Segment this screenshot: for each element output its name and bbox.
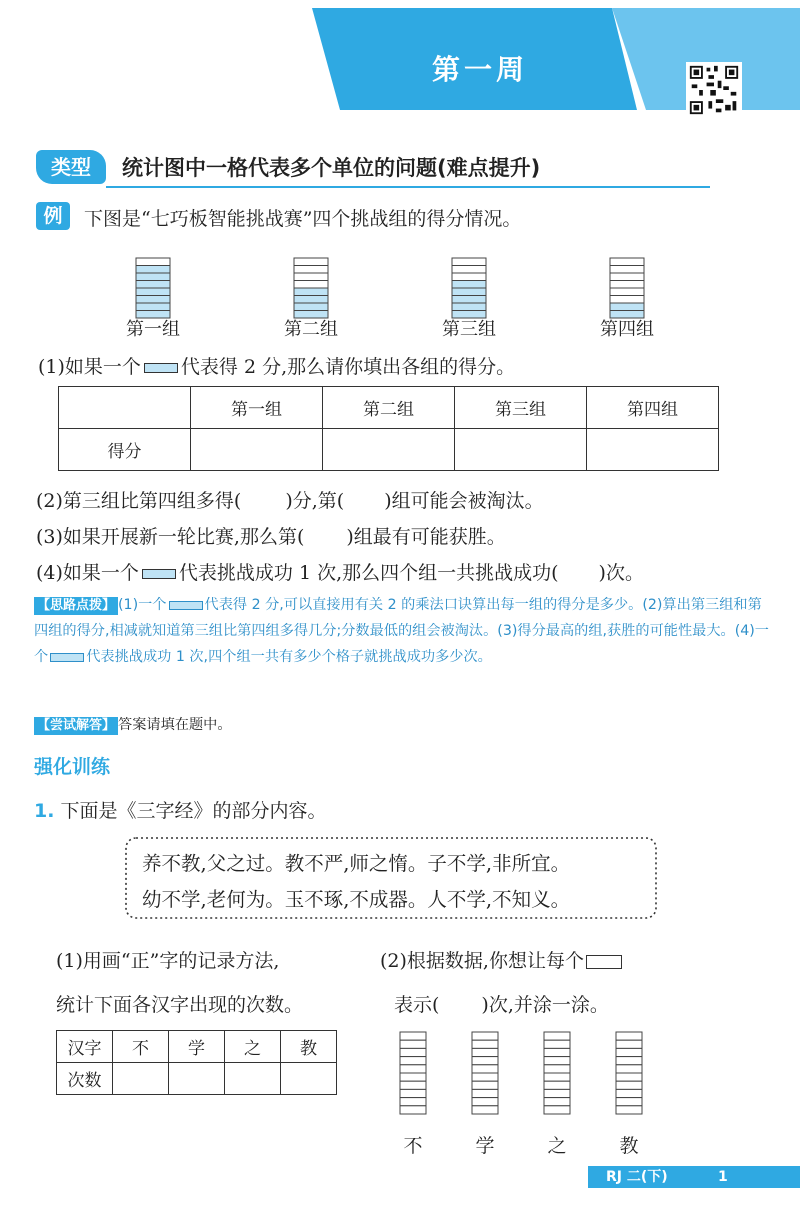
bar-cell-filled — [136, 266, 170, 274]
bar-category-label: 第三组 — [442, 319, 496, 340]
q2-text-c: )组可能会被淘汰。 — [384, 490, 544, 512]
table-header-cell — [59, 387, 191, 429]
sub-question-2-line-2 — [394, 990, 609, 1017]
bar-cell — [136, 258, 170, 266]
attempt-text: 答案请填在题中。 — [118, 717, 232, 733]
bar-category-label: 第四组 — [600, 319, 654, 340]
answer-cell[interactable] — [587, 429, 719, 471]
bar-cell-filled — [610, 311, 644, 319]
tally-table — [56, 1030, 337, 1095]
table-header-cell: 第三组 — [455, 387, 587, 429]
unit-cell-icon — [142, 569, 176, 579]
unit-cell-icon — [144, 363, 178, 373]
bar-cell — [610, 266, 644, 274]
table-header-cell: 不 — [113, 1031, 169, 1063]
practice-question-1 — [34, 796, 327, 823]
column-cell[interactable] — [472, 1098, 498, 1106]
bar-cell-filled — [452, 281, 486, 289]
bar-cell-filled — [610, 303, 644, 311]
bar-cell — [610, 273, 644, 281]
table-row — [59, 429, 719, 471]
bar-cell — [610, 258, 644, 266]
column-cell[interactable] — [472, 1048, 498, 1056]
bar-cell — [452, 273, 486, 281]
column-cell[interactable] — [616, 1098, 642, 1106]
sub-question-2-line-1 — [380, 946, 624, 973]
q1-prefix: (1)如果一个 — [38, 356, 141, 378]
answer-cell[interactable] — [455, 429, 587, 471]
hint-tag: 【思路点拨】 — [34, 597, 118, 615]
bar-cell-filled — [452, 296, 486, 304]
column-cell[interactable] — [544, 1106, 570, 1114]
column-cell[interactable] — [400, 1040, 426, 1048]
question-2 — [36, 486, 544, 513]
q2-text-b: )分,第( — [285, 490, 345, 512]
q4-text-c: )次。 — [598, 562, 644, 584]
bar-cell — [452, 266, 486, 274]
bar-column — [136, 258, 170, 318]
column-cell[interactable] — [472, 1032, 498, 1040]
question-number: 1. — [34, 800, 55, 822]
bar-category-label: 第一组 — [126, 319, 180, 340]
bar-cell-filled — [136, 303, 170, 311]
answer-cell[interactable] — [113, 1063, 169, 1095]
column-cell[interactable] — [616, 1040, 642, 1048]
table-row — [59, 387, 719, 429]
column-cell[interactable] — [544, 1081, 570, 1089]
practice-title: 强化训练 — [34, 756, 111, 778]
empty-column[interactable] — [616, 1032, 642, 1114]
unit-cell-icon — [50, 653, 84, 662]
answer-cell[interactable] — [323, 429, 455, 471]
sub2-text-2b: )次,并涂一涂。 — [481, 994, 609, 1016]
column-cell[interactable] — [544, 1073, 570, 1081]
sub2-text-1: (2)根据数据,你想让每个 — [380, 950, 584, 972]
column-cell[interactable] — [544, 1098, 570, 1106]
bar-cell — [294, 258, 328, 266]
table-header-cell: 汉字 — [57, 1031, 113, 1063]
column-cell[interactable] — [544, 1057, 570, 1065]
q4-text-b: 代表挑战成功 1 次,那么四个组一共挑战成功( — [178, 562, 559, 584]
column-cell[interactable] — [616, 1057, 642, 1065]
empty-column[interactable] — [400, 1032, 426, 1114]
type-title: 统计图中一格代表多个单位的问题(难点提升) — [122, 156, 541, 180]
column-label: 教 — [619, 1135, 639, 1157]
q2-text-a: (2)第三组比第四组多得( — [36, 490, 242, 512]
bar-cell — [452, 258, 486, 266]
bar-cell-filled — [136, 296, 170, 304]
hint-paragraph — [34, 592, 774, 670]
question-4 — [36, 558, 644, 585]
column-cell[interactable] — [544, 1040, 570, 1048]
column-cell[interactable] — [544, 1089, 570, 1097]
bar-cell — [294, 266, 328, 274]
column-label: 之 — [547, 1135, 567, 1157]
heading-underline — [106, 186, 710, 188]
column-cell[interactable] — [400, 1057, 426, 1065]
attempt-line — [34, 712, 774, 738]
bar-cell — [610, 288, 644, 296]
column-cell[interactable] — [616, 1089, 642, 1097]
column-cell[interactable] — [400, 1098, 426, 1106]
bar-column — [610, 258, 644, 318]
column-label: 学 — [475, 1135, 495, 1157]
column-cell[interactable] — [400, 1048, 426, 1056]
column-cell[interactable] — [616, 1073, 642, 1081]
answer-cell[interactable] — [281, 1063, 337, 1095]
row-label: 次数 — [57, 1063, 113, 1095]
bar-cell — [294, 273, 328, 281]
hint-text-1: (1)一个 — [118, 597, 167, 613]
empty-column[interactable] — [472, 1032, 498, 1114]
table-header-cell: 第二组 — [323, 387, 455, 429]
bar-category-label: 第二组 — [284, 319, 338, 340]
bar-cell-filled — [452, 311, 486, 319]
answer-cell[interactable] — [191, 429, 323, 471]
bar-cell-filled — [452, 288, 486, 296]
example-intro: 下图是“七巧板智能挑战赛”四个挑战组的得分情况。 — [84, 208, 522, 230]
question-3 — [36, 522, 506, 549]
week-title: 第一周 — [431, 53, 528, 86]
column-cell[interactable] — [616, 1048, 642, 1056]
q3-text-a: (3)如果开展新一轮比赛,那么第( — [36, 526, 305, 548]
answer-cell[interactable] — [169, 1063, 225, 1095]
table-row — [57, 1063, 337, 1095]
example-tag: 例 — [36, 202, 70, 230]
poem-line-2: 幼不学,老何为。玉不琢,不成器。人不学,不知义。 — [142, 888, 571, 911]
column-cell[interactable] — [400, 1065, 426, 1073]
column-cell[interactable] — [400, 1073, 426, 1081]
bar-column — [452, 258, 486, 318]
bar-cell — [294, 281, 328, 289]
hint-text-3: 代表挑战成功 1 次,四个组一共有多少个格子就挑战成功多少次。 — [86, 649, 492, 665]
bar-cell-filled — [294, 288, 328, 296]
unit-cell-icon — [586, 955, 622, 969]
bar-column — [294, 258, 328, 318]
footer-label: RJ 二(下) — [606, 1169, 668, 1185]
table-header-cell: 学 — [169, 1031, 225, 1063]
page-number: 1 — [718, 1169, 728, 1185]
practice-q1-text: 下面是《三字经》的部分内容。 — [60, 800, 327, 822]
bar-cell-filled — [136, 281, 170, 289]
qr-caption: 视频讲解 — [695, 125, 732, 135]
column-cell[interactable] — [400, 1106, 426, 1114]
column-cell[interactable] — [472, 1081, 498, 1089]
empty-column-chart[interactable] — [392, 1028, 672, 1160]
row-label: 得分 — [59, 429, 191, 471]
bar-cell-filled — [136, 311, 170, 319]
column-cell[interactable] — [472, 1057, 498, 1065]
score-bar-chart — [100, 250, 680, 342]
column-cell[interactable] — [616, 1081, 642, 1089]
score-table — [58, 386, 719, 471]
column-cell[interactable] — [616, 1032, 642, 1040]
sub-question-1-line-1: (1)用画“正”字的记录方法, — [56, 950, 280, 972]
empty-column[interactable] — [544, 1032, 570, 1114]
bar-cell-filled — [294, 311, 328, 319]
column-cell[interactable] — [472, 1089, 498, 1097]
table-row — [57, 1031, 337, 1063]
q4-text-a: (4)如果一个 — [36, 562, 139, 584]
bar-cell — [610, 296, 644, 304]
column-cell[interactable] — [472, 1106, 498, 1114]
column-cell[interactable] — [616, 1106, 642, 1114]
question-1 — [38, 352, 515, 379]
table-header-cell: 之 — [225, 1031, 281, 1063]
bar-cell-filled — [136, 273, 170, 281]
hint-text-2: 代表得 2 分,可以直接用有关 2 的乘法口诀算出每一组的得分是多少。(2)算出第三组和第四组的得分,相减就知道第三组比第四组多得几分;分数最低的组会被淘汰。(3)得分最高的组,获胜的可能性最大。(4)一个 — [34, 597, 769, 665]
column-cell[interactable] — [544, 1032, 570, 1040]
bar-cell-filled — [452, 303, 486, 311]
table-header-cell: 第一组 — [191, 387, 323, 429]
bar-cell-filled — [294, 303, 328, 311]
column-label: 不 — [403, 1135, 423, 1157]
bar-cell — [610, 281, 644, 289]
column-cell[interactable] — [400, 1081, 426, 1089]
column-cell[interactable] — [544, 1065, 570, 1073]
column-cell[interactable] — [616, 1065, 642, 1073]
sub-question-1-line-2: 统计下面各汉字出现的次数。 — [56, 994, 304, 1016]
qr-code-icon[interactable] — [686, 62, 742, 118]
column-cell[interactable] — [400, 1089, 426, 1097]
poem-line-1: 养不教,父之过。教不严,师之惰。子不学,非所宜。 — [142, 852, 571, 875]
attempt-tag: 【尝试解答】 — [34, 717, 118, 735]
q1-suffix: 代表得 2 分,那么请你填出各组的得分。 — [180, 356, 516, 378]
table-header-cell: 教 — [281, 1031, 337, 1063]
bar-cell-filled — [294, 296, 328, 304]
type-tag: 类型 — [36, 150, 106, 184]
column-cell[interactable] — [472, 1040, 498, 1048]
table-header-cell: 第四组 — [587, 387, 719, 429]
column-cell[interactable] — [472, 1073, 498, 1081]
answer-cell[interactable] — [225, 1063, 281, 1095]
sub2-text-2a: 表示( — [394, 994, 440, 1016]
bar-cell-filled — [136, 288, 170, 296]
column-cell[interactable] — [472, 1065, 498, 1073]
q3-text-b: )组最有可能获胜。 — [346, 526, 506, 548]
unit-cell-icon — [169, 601, 203, 610]
column-cell[interactable] — [544, 1048, 570, 1056]
column-cell[interactable] — [400, 1032, 426, 1040]
